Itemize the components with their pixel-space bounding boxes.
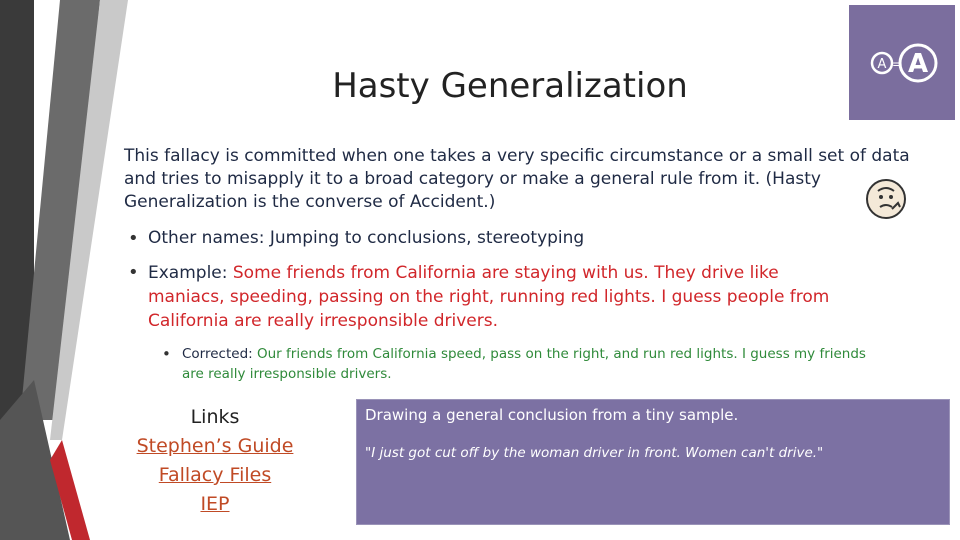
link-stephens-guide[interactable]: Stephen’s Guide <box>136 435 294 457</box>
example-box-heading: Drawing a general conclusion from a tiny sample. <box>365 406 739 424</box>
bullet-text: Other names: Jumping to conclusions, stereotyping <box>148 228 585 248</box>
logo-icon <box>849 5 955 120</box>
link-iep[interactable]: IEP <box>200 493 230 515</box>
logo-equals: = <box>891 56 903 71</box>
link-fallacy-files[interactable]: Fallacy Files <box>158 464 272 486</box>
intro-paragraph: This fallacy is committed when one takes a very specific circumstance or a small set of data and tries to misapply it to a broad category or make a general rule from it. (Hasty Generalization is the converse of Accident.) <box>124 146 910 212</box>
logo-small-letter: A <box>877 56 887 72</box>
decorative-stripes <box>0 0 140 540</box>
bullet-dot-icon: • <box>128 262 139 283</box>
bullet-example <box>128 261 858 333</box>
links-section <box>120 403 310 519</box>
bullet-text <box>148 261 858 333</box>
links-heading: Links <box>190 406 240 428</box>
bullet-dot-icon: • <box>162 345 171 363</box>
sub-bullet-text <box>182 344 882 384</box>
corrected-text: Our friends from California speed, pass on the right, and run red lights. I guess my friends are really irresponsible drivers. <box>182 346 866 382</box>
example-box <box>356 399 950 525</box>
example-prefix: Example: <box>148 263 233 283</box>
bullet-other-names <box>128 227 828 250</box>
example-box-quote: "I just got cut off by the woman driver in front. Women can't drive." <box>365 445 824 461</box>
sub-bullet-corrected <box>162 344 882 384</box>
corrected-prefix: Corrected: <box>182 346 257 362</box>
thinking-face-icon <box>864 177 908 221</box>
slide-title: Hasty Generalization <box>332 66 688 106</box>
logo-big-letter: A <box>907 48 929 79</box>
example-text: Some friends from California are staying with us. They drive like maniacs, speeding, passing on the right, running red lights. I guess people from California are really irresponsible drivers. <box>148 263 830 331</box>
bullet-dot-icon: • <box>128 228 139 249</box>
